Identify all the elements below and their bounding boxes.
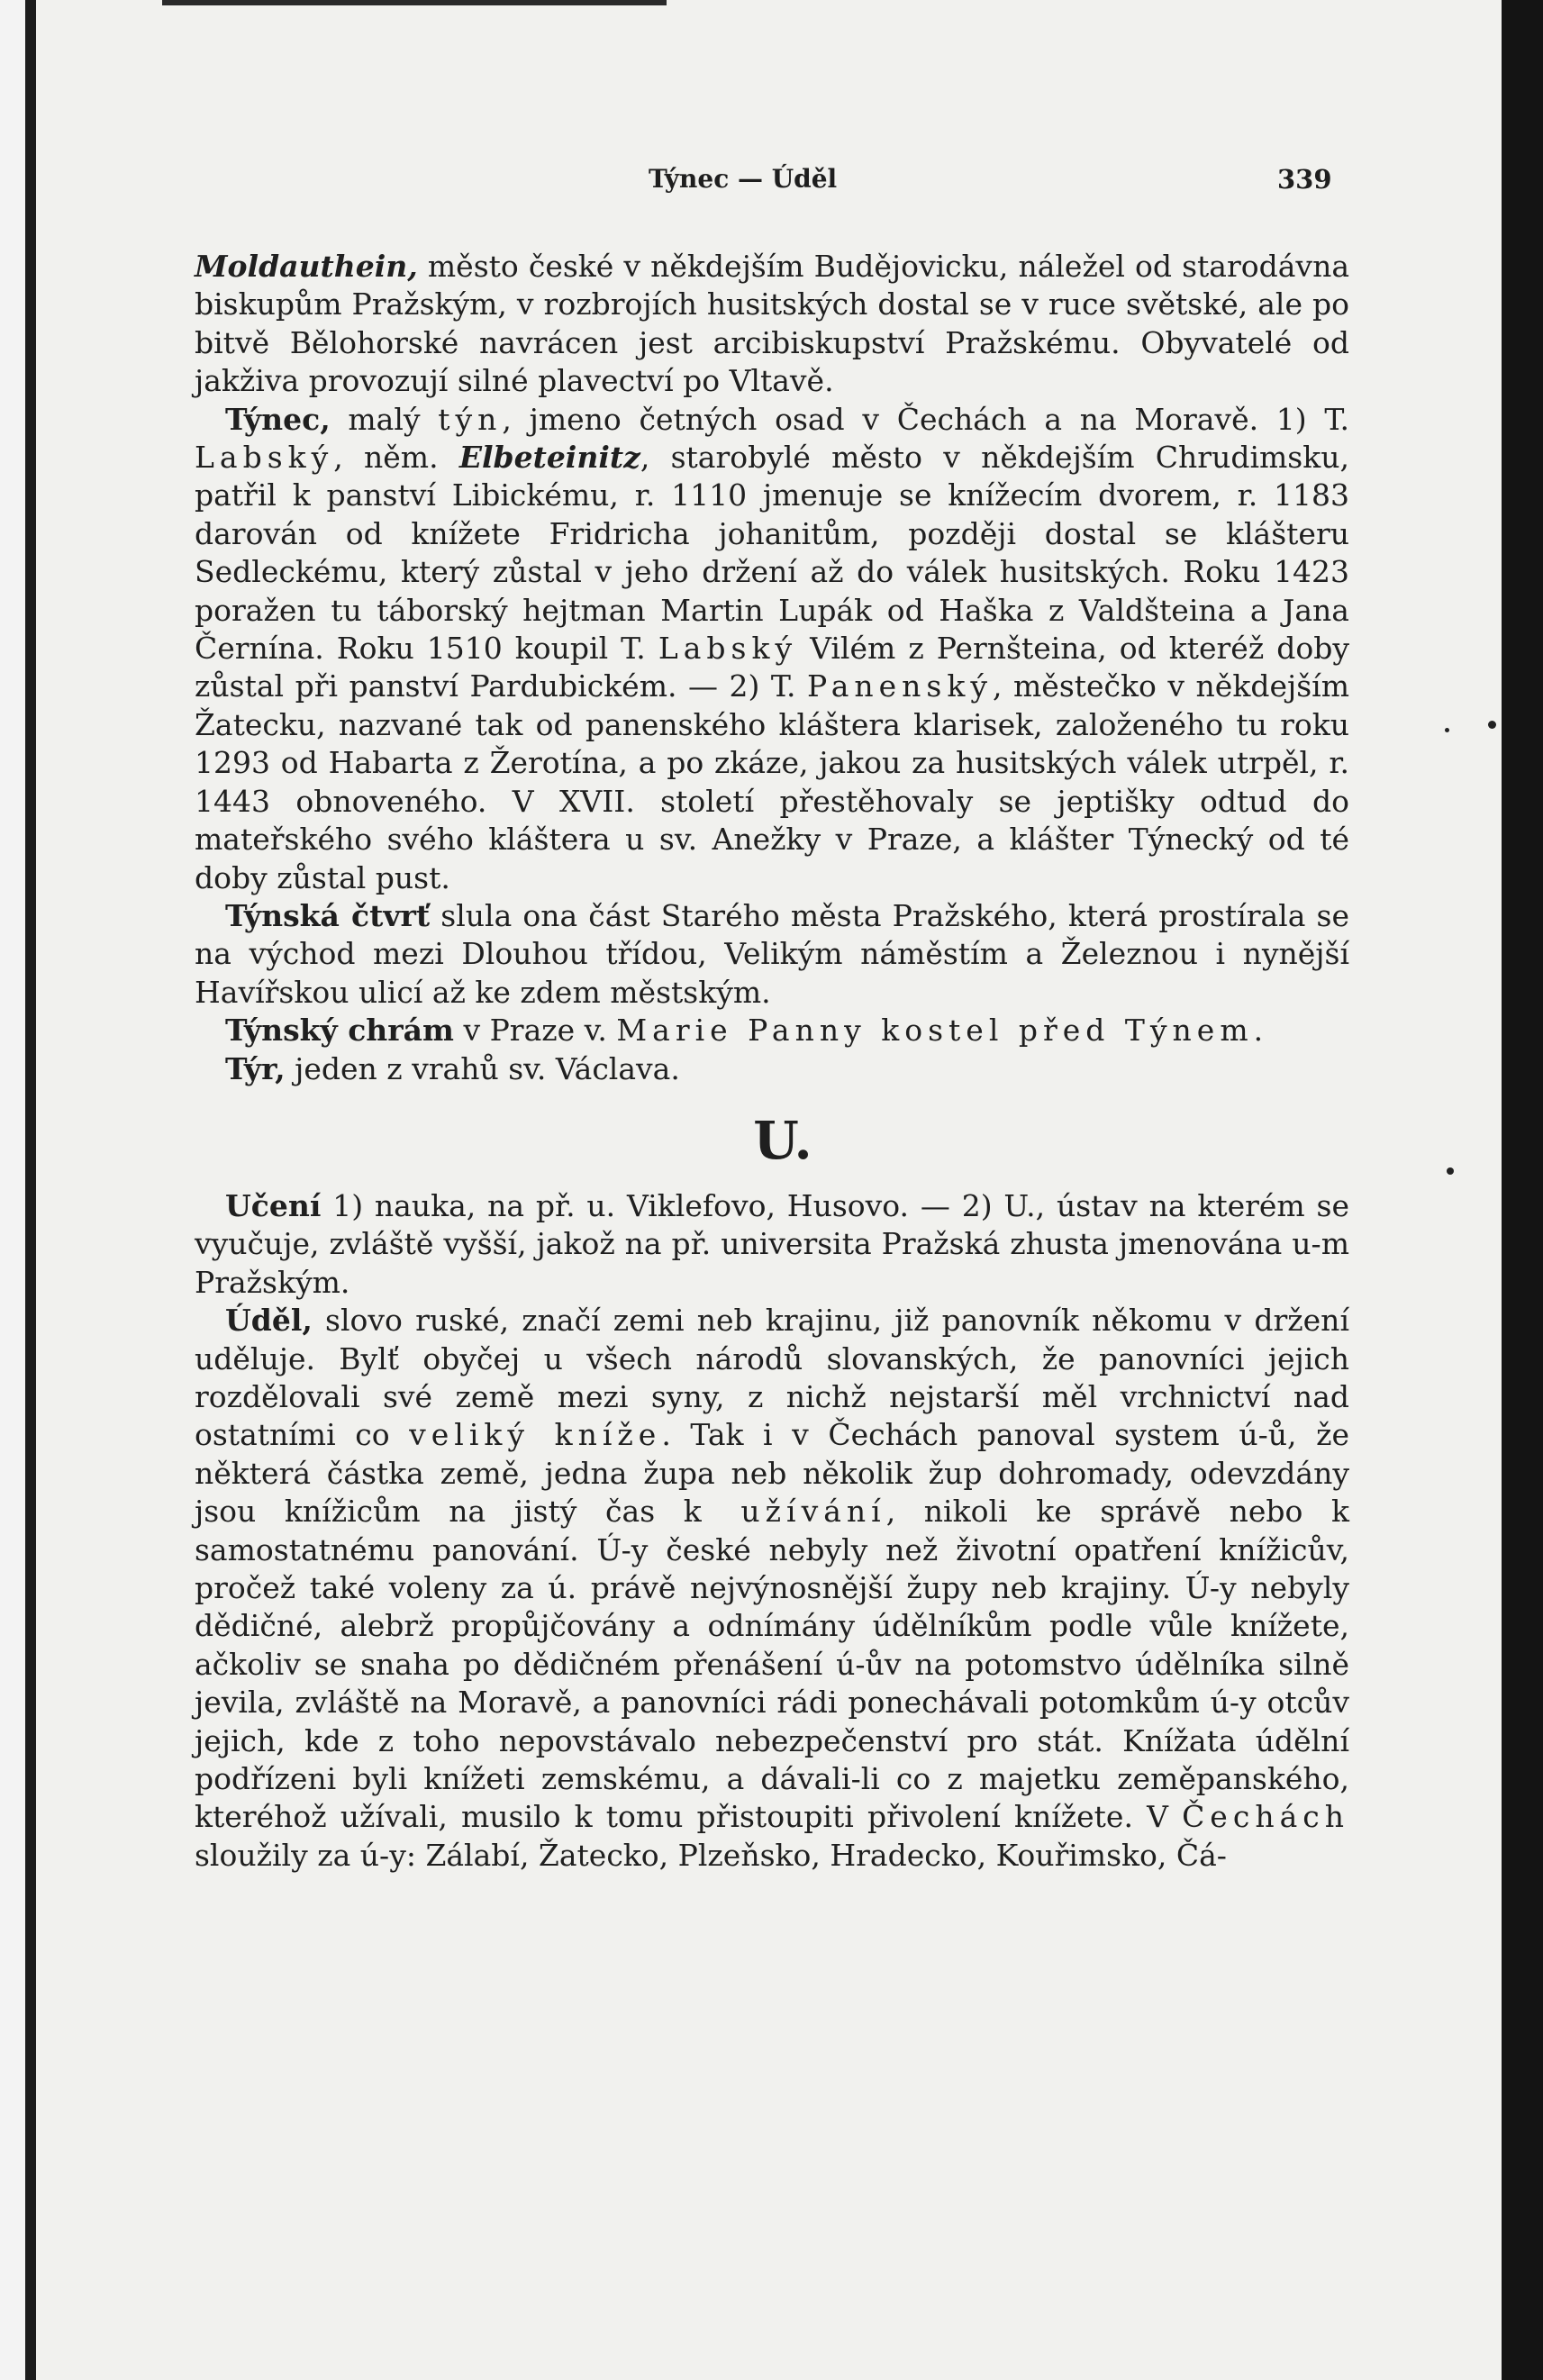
entry-moldauthein	[195, 248, 1349, 401]
entry-text: , jmeno četných osad v Čechách a na Moravě. 1) T.	[502, 401, 1349, 437]
scan-right-border	[1502, 0, 1543, 2380]
entry-udel	[195, 1302, 1349, 1875]
entry-tyr	[195, 1050, 1349, 1088]
entry-tynska-ctvrt	[195, 897, 1349, 1012]
entry-text: slula ona část Starého města Pražského, která prostírala se na východ mezi Dlouhou třídou, Velikým náměstím a Železnou i nynější Havířskou ulicí až ke zdem městským.	[195, 897, 1349, 1010]
spaced-term: Čechách	[1182, 1799, 1349, 1835]
entry-text: , nikoli ke správě nebo k samostatnému panování. Ú-y české nebyly než životní opatření knížicův, pročež také voleny za ú. právě nejvýnosnější župy neb krajiny. Ú-y nebyly dědičné, alebrž propůjčovány a odnímány údělníkům podle vůle knížete, ačkoliv se snaha po dědičném přenášení ú-ův na potomstvo údělníka silně jevila, zvláště na Moravě, a panovníci rádi ponechávali potomkům ú-y otcův jejich, kde z toho nepovstávalo nebezpečenství pro stát. Knížata údělní podřízeni byli knížeti zemskému, a dávali-li co z majetku zeměpanského, kteréhož užívali, musilo k tomu přistoupiti přivolení knížete. V	[195, 1494, 1350, 1835]
entry-tynsky-chram	[195, 1012, 1349, 1049]
entry-text: Vilém z Pernšteina, od kteréž doby zůstal při panství Pardubickém. — 2) T.	[195, 631, 1349, 704]
entry-uceni	[195, 1187, 1349, 1302]
spaced-term: Marie Panny kostel před Týnem	[616, 1013, 1254, 1049]
entry-text: slovo ruské, značí zemi neb krajinu, již panovník někomu v držení uděluje. Bylť obyčej u všech národů slovanských, že panovníci jejich rozdělovali své země mezi syny, z nichž nejstarší měl vrchnictví nad ostatními co	[195, 1303, 1349, 1453]
entry-text: sloužily za ú-y: Zálabí, Žatecko, Plzeňsko, Hradecko, Kouřimsko, Čá-	[195, 1837, 1227, 1873]
scan-binding-shadow	[25, 0, 36, 2380]
entry-head: Týnská čtvrť	[225, 897, 431, 933]
spaced-term: k užívání	[683, 1494, 886, 1530]
scan-speck	[1445, 728, 1449, 732]
entry-head: Učení	[225, 1187, 322, 1223]
entry-head: Moldauthein,	[195, 249, 418, 284]
entry-text: v Praze v.	[453, 1013, 617, 1049]
spaced-term: týn	[438, 401, 503, 437]
scan-speck	[1447, 1167, 1454, 1175]
entry-text: malý	[330, 401, 439, 437]
page-header	[36, 164, 1502, 209]
page-number: 339	[1277, 164, 1332, 195]
entry-text: 1) nauka, na př. u. Viklefovo, Husovo. — 2) U., ústav na kterém se vyučuje, zvláště vyšší, jakož na př. universita Pražská zhusta jmenována u-m Pražským.	[195, 1187, 1349, 1300]
german-name: Elbeteinitz	[458, 440, 640, 476]
entry-text: .	[1253, 1013, 1264, 1049]
scan-top-artifact	[162, 0, 667, 5]
spaced-term: veliký kníže	[409, 1417, 662, 1453]
entry-text: , starobylé město v někdejším Chrudimsku, patřil k panství Libickému, r. 1110 jmenuje se knížecím dvorem, r. 1183 darován od knížete Fridricha johanitům, později dostal se klášteru Sedleckému, který zůstal v jeho držení až do válek husitských. Roku 1423 poražen tu táborský hejtman Martin Lupák od Haška z Valdšteina a Jana Černína. Roku 1510 koupil T.	[195, 440, 1349, 667]
scan-speck	[1488, 721, 1496, 729]
entry-text: , městečko v někdejším Žatecku, nazvané tak od panenského kláštera klarisek, založeného tu roku 1293 od Habarta z Žerotína, a po zkáze, jakou za husitských válek utrpěl, r. 1443 obnoveného. V XVII. století přestěhovaly se jeptišky odtud do mateřského svého kláštera u sv. Anežky v Praze, a klášter Týnecký od té doby zůstal pust.	[195, 668, 1349, 895]
running-title: Týnec — Úděl	[649, 164, 838, 194]
spaced-term: Labský	[658, 631, 798, 667]
entry-head: Úděl,	[225, 1303, 313, 1339]
section-letter: U.	[753, 1109, 812, 1171]
dictionary-text	[195, 248, 1349, 1875]
spaced-term: Labský	[195, 440, 334, 476]
book-page	[36, 0, 1502, 2380]
entry-text: , něm.	[333, 440, 459, 476]
scan-left-margin	[0, 0, 25, 2380]
entry-tynec	[195, 401, 1349, 897]
spaced-term: Panenský	[807, 668, 994, 704]
entry-text: . Tak i v Čechách panoval system ú-ů, že některá částka země, jedna župa neb několik žup dohromady, odevzdány jsou knížicům na jistý čas	[195, 1417, 1349, 1530]
entry-text: jeden z vrahů sv. Václava.	[285, 1050, 680, 1086]
entry-head: Týnský chrám	[225, 1013, 454, 1049]
entry-text: město české v někdejším Budějovicku, náležel od starodávna biskupům Pražským, v rozbrojích husitských dostal se v ruce světské, ale po bitvě Bělohorské navrácen jest arcibiskupství Pražskému. Obyvatelé od jakživa provozují silné plavectví po Vltavě.	[195, 249, 1349, 399]
entry-head: Týr,	[225, 1050, 286, 1086]
entry-head: Týnec,	[225, 401, 331, 437]
